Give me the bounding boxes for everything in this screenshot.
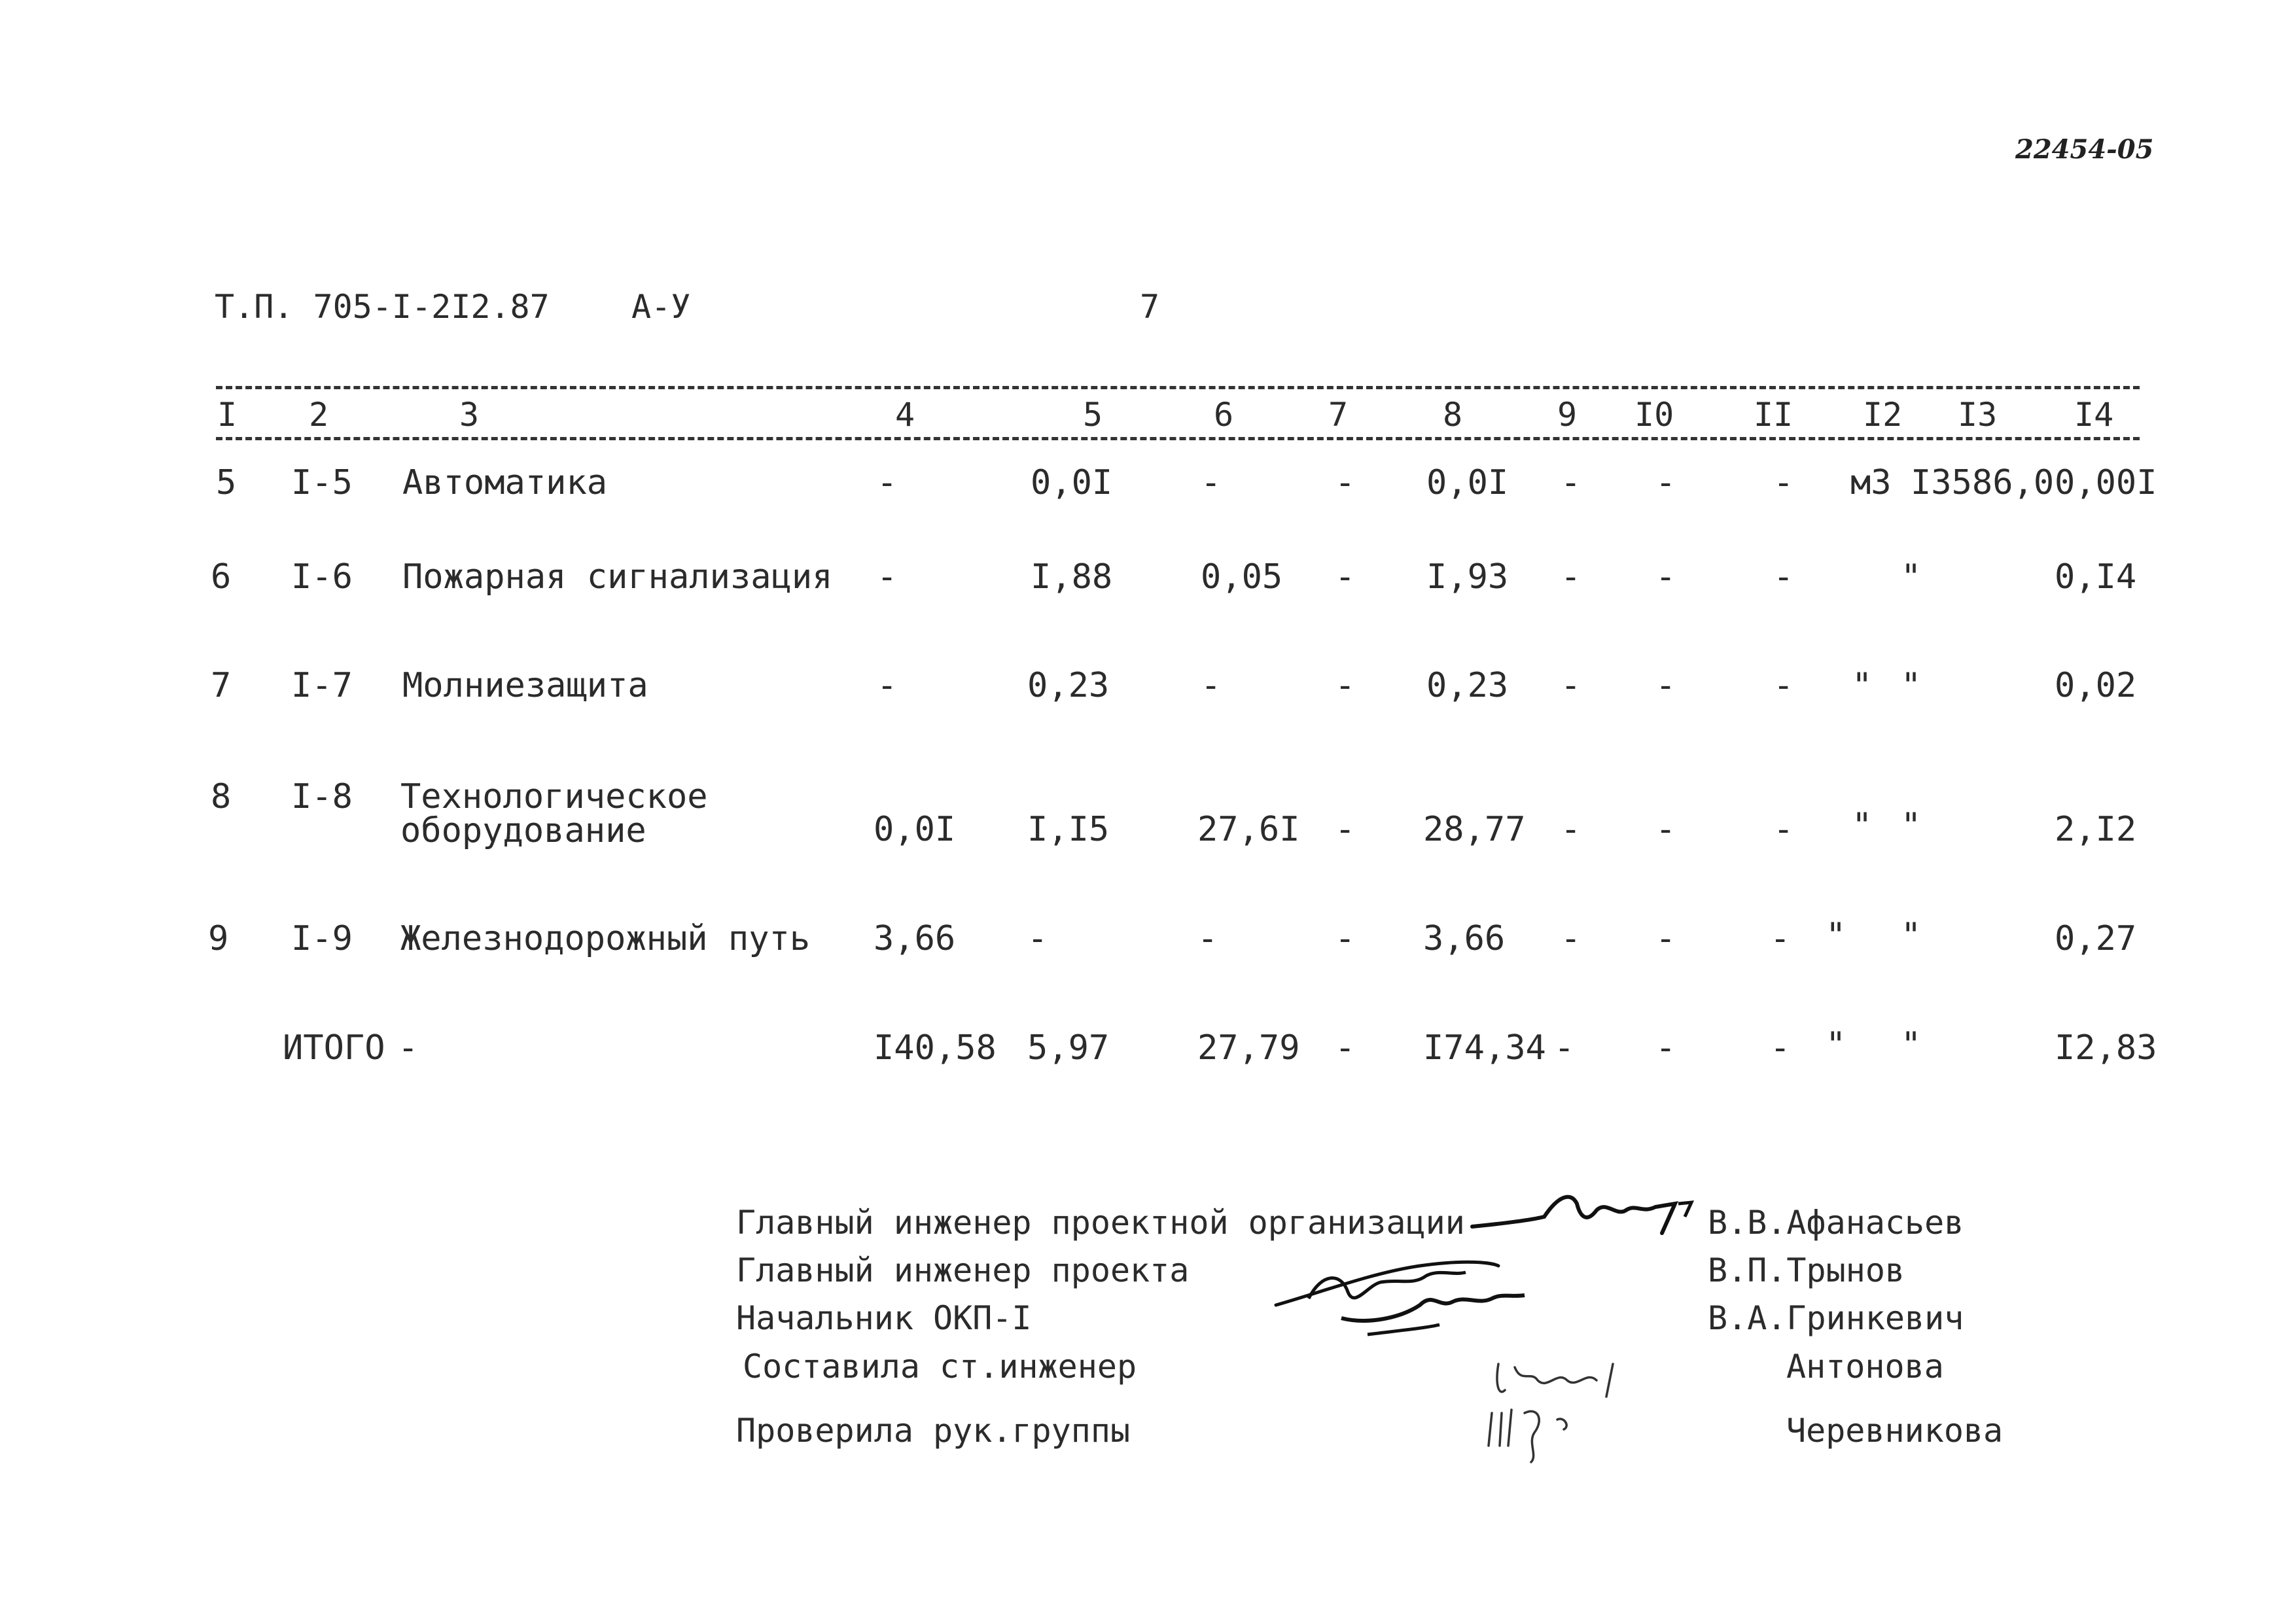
total-c12: " (1826, 1025, 1846, 1064)
signature-name: Черевникова (1786, 1412, 2004, 1450)
col-num-2: 2 (309, 396, 329, 434)
total-c8: I74,34 (1423, 1028, 1546, 1068)
row-name: Пожарная сигнализация (402, 557, 833, 597)
cell-c13: " (1901, 916, 1922, 955)
signature-role: Главный инженер проектной организации (736, 1204, 1465, 1242)
cell-c12: м3 (1850, 463, 1892, 502)
signature-name: В.В.Афанасьев (1708, 1204, 1964, 1242)
cell-c13: " (1901, 557, 1922, 597)
total-dash: - (398, 1028, 419, 1068)
cell-c14: 0,27 (2055, 919, 2137, 958)
signature-role: Составила ст.инженер (743, 1348, 1137, 1386)
row-code: I-6 (291, 557, 353, 597)
total-label: ИТОГО (283, 1028, 385, 1068)
cell-c12: " (1852, 666, 1873, 705)
row-code: I-9 (291, 919, 353, 958)
cell-c8: 3,66 (1423, 919, 1506, 958)
table-rule-bottom (216, 437, 2140, 440)
row-name: Молниезащита (402, 666, 648, 705)
row-number: 8 (211, 777, 232, 816)
cell-c10: - (1655, 810, 1676, 849)
cell-c5: I,88 (1031, 557, 1113, 597)
cell-c8: 28,77 (1423, 810, 1526, 849)
total-c10: - (1655, 1028, 1676, 1068)
row-name: Технологическое (400, 777, 708, 816)
cell-c5: - (1027, 919, 1048, 958)
cell-c12: " (1826, 916, 1846, 955)
col-num-9: 9 (1557, 396, 1578, 434)
total-c14: I2,83 (2055, 1028, 2157, 1068)
cell-c12: " (1852, 806, 1873, 845)
col-num-11: II (1754, 396, 1793, 434)
cell-c10: - (1655, 557, 1676, 597)
col-num-6: 6 (1214, 396, 1234, 434)
cell-c4: - (877, 463, 898, 502)
signature-scribble-chief-org (1466, 1178, 1714, 1249)
cell-c11: - (1773, 810, 1794, 849)
total-c13: " (1901, 1025, 1922, 1064)
signature-name: В.А.Гринкевич (1708, 1299, 1964, 1337)
col-num-14: I4 (2074, 396, 2114, 434)
document-number-stamp: 22454-05 (2015, 134, 2154, 165)
page-number: 7 (1140, 288, 1160, 326)
cell-c5: 0,0I (1031, 463, 1113, 502)
col-num-5: 5 (1083, 396, 1103, 434)
col-num-1: I (217, 396, 238, 434)
signature-scribble-checker (1479, 1393, 1610, 1465)
cell-c8: 0,23 (1426, 666, 1509, 705)
cell-c5: 0,23 (1027, 666, 1110, 705)
cell-c7: - (1335, 666, 1356, 705)
document-section: А-У (631, 288, 691, 326)
cell-c7: - (1335, 463, 1356, 502)
signature-role: Главный инженер проекта (736, 1251, 1190, 1289)
col-num-12: I2 (1863, 396, 1903, 434)
cell-c8: I,93 (1426, 557, 1509, 597)
total-c5: 5,97 (1027, 1028, 1110, 1068)
row-number: 9 (208, 919, 229, 958)
col-num-7: 7 (1328, 396, 1349, 434)
cell-c14: 0,00I (2055, 463, 2157, 502)
row-name: Железнодорожный путь (400, 919, 811, 958)
col-num-13: I3 (1958, 396, 1998, 434)
cell-c8: 0,0I (1426, 463, 1509, 502)
cell-c11: - (1773, 463, 1794, 502)
col-num-10: I0 (1634, 396, 1674, 434)
cell-c7: - (1335, 557, 1356, 597)
cell-c11: - (1770, 919, 1791, 958)
cell-c13: " (1901, 666, 1922, 705)
row-name: Автоматика (402, 463, 608, 502)
row-code: I-5 (291, 463, 353, 502)
cell-c14: 0,02 (2055, 666, 2137, 705)
cell-c6: 27,6I (1197, 810, 1300, 849)
cell-c13: " (1901, 806, 1922, 845)
cell-c14: 2,I2 (2055, 810, 2137, 849)
signature-role: Начальник ОКП-I (736, 1299, 1032, 1337)
total-c9: - (1554, 1028, 1575, 1068)
total-c11: - (1770, 1028, 1791, 1068)
table-rule-top (216, 386, 2140, 389)
cell-c9: - (1561, 557, 1581, 597)
cell-c4: - (877, 666, 898, 705)
cell-c6: - (1201, 463, 1222, 502)
cell-c10: - (1655, 463, 1676, 502)
cell-c6: 0,05 (1201, 557, 1283, 597)
cell-c6: - (1201, 666, 1222, 705)
cell-c9: - (1561, 810, 1581, 849)
cell-c6: - (1197, 919, 1218, 958)
row-code: I-7 (291, 666, 353, 705)
total-c4: I40,58 (874, 1028, 997, 1068)
cell-c5: I,I5 (1027, 810, 1110, 849)
row-number: 5 (216, 463, 237, 502)
col-num-8: 8 (1443, 396, 1463, 434)
cell-c4: 0,0I (874, 810, 956, 849)
document-code: Т.П. 705-I-2I2.87 (215, 288, 550, 326)
cell-c13: I3586,0 (1911, 463, 2055, 502)
total-c7: - (1335, 1028, 1356, 1068)
total-c6: 27,79 (1197, 1028, 1300, 1068)
row-number: 7 (211, 666, 232, 705)
cell-c10: - (1655, 666, 1676, 705)
cell-c10: - (1655, 919, 1676, 958)
cell-c14: 0,I4 (2055, 557, 2137, 597)
cell-c11: - (1773, 557, 1794, 597)
cell-c9: - (1561, 919, 1581, 958)
cell-c9: - (1561, 666, 1581, 705)
col-num-3: 3 (459, 396, 480, 434)
cell-c4: 3,66 (874, 919, 956, 958)
signature-role: Проверила рук.группы (736, 1412, 1131, 1450)
cell-c4: - (877, 557, 898, 597)
row-name-line2: оборудование (400, 811, 646, 850)
cell-c9: - (1561, 463, 1581, 502)
row-code: I-8 (291, 777, 353, 816)
row-number: 6 (211, 557, 232, 597)
signature-name: В.П.Трынов (1708, 1251, 1905, 1289)
cell-c11: - (1773, 666, 1794, 705)
col-num-4: 4 (895, 396, 915, 434)
cell-c7: - (1335, 919, 1356, 958)
cell-c7: - (1335, 810, 1356, 849)
signature-name: Антонова (1786, 1348, 1944, 1386)
